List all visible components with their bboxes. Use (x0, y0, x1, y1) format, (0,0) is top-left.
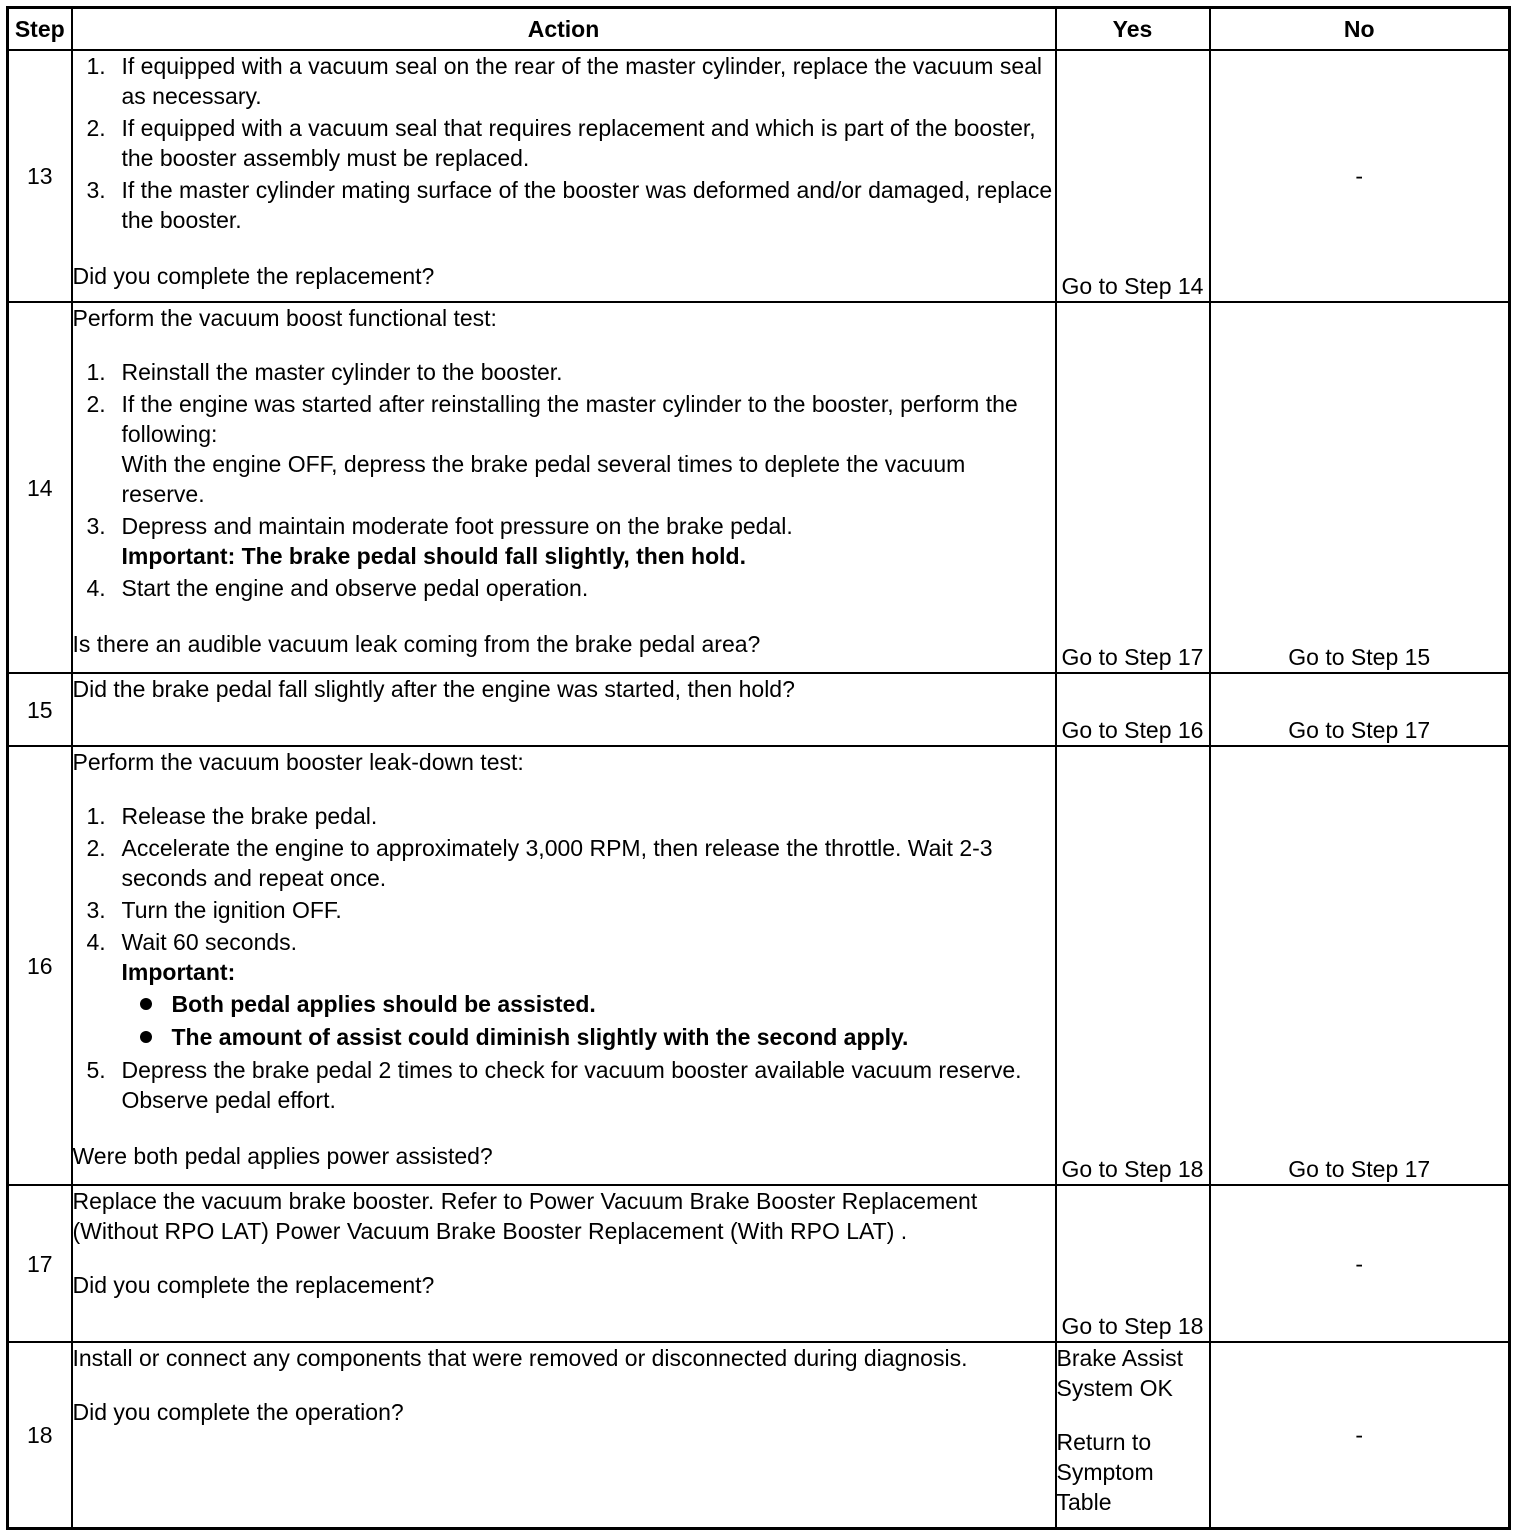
table-row (8, 673, 1510, 746)
action-cell (72, 302, 1056, 673)
yes-link[interactable]: Go to Step 14 (1061, 273, 1204, 299)
no-cell: - (1210, 1342, 1510, 1528)
question-text: Were both pedal applies power assisted? (72, 1143, 493, 1169)
action-cell (72, 746, 1056, 1185)
important-label: Important (121, 959, 228, 985)
list-item: 5. Depress the brake pedal 2 times to check for vacuum booster available vacuum reserve. Observe pedal effort. (86, 1057, 1022, 1113)
table-row (8, 1185, 1510, 1342)
bullet-list (122, 989, 1055, 1052)
table-row (8, 746, 1510, 1185)
yes-link[interactable]: Go to Step 18 (1061, 1156, 1204, 1182)
bullet-item: The amount of assist could diminish slightly with the second apply. (122, 1022, 1055, 1052)
header-row (8, 8, 1510, 51)
yes-link[interactable]: Go to Step 18 (1061, 1313, 1204, 1339)
diagnostic-table (6, 6, 1511, 1530)
numbered-list (73, 51, 1055, 235)
action-cell (72, 1342, 1056, 1528)
list-item: 2. If equipped with a vacuum seal that requires replacement and which is part of the booster, the booster assembly must be replaced. (86, 115, 1036, 171)
question-text: Did you complete the operation? (72, 1399, 404, 1425)
action-cell (72, 673, 1056, 746)
table-row (8, 1342, 1510, 1528)
yes-link[interactable]: Go to Step 17 (1061, 644, 1204, 670)
no-link[interactable]: Go to Step 17 (1288, 717, 1431, 743)
yes-result: Brake Assist System OK (1056, 1345, 1184, 1401)
yes-cell (1056, 673, 1210, 746)
important-label: Important (121, 543, 228, 569)
list-item: 3. Depress and maintain moderate foot pressure on the brake pedal. Important: The brake pedal should fall slightly, then hold. (86, 513, 793, 569)
action-cell (72, 1185, 1056, 1342)
table-row (8, 50, 1510, 302)
numbered-list (73, 801, 1055, 1115)
no-cell (1210, 673, 1510, 746)
header-action: Action (72, 8, 1056, 51)
list-item: 1. Release the brake pedal. (86, 803, 378, 829)
list-item: 4. Wait 60 seconds. Important: Both pedal applies should be assisted. The amount of assist could diminish slightly with the second apply. (73, 927, 1055, 1052)
bullet-item: Both pedal applies should be assisted. (122, 989, 1055, 1019)
no-cell (1210, 746, 1510, 1185)
list-item: 2. If the engine was started after reinstalling the master cylinder to the booster, perform the following: With the engine OFF, depress the brake pedal several times to deplete the vacuum reserve. (86, 391, 1018, 507)
table-row (8, 302, 1510, 673)
yes-cell (1056, 50, 1210, 302)
yes-cell (1056, 746, 1210, 1185)
list-item: 3. Turn the ignition OFF. (86, 897, 342, 923)
bullet-icon (140, 998, 152, 1010)
action-text: Install or connect any components that were removed or disconnected during diagnosis. (72, 1345, 968, 1371)
question-text: Did you complete the replacement? (72, 263, 435, 289)
no-link[interactable]: Go to Step 15 (1288, 644, 1431, 670)
list-item: 2. Accelerate the engine to approximately 3,000 RPM, then release the throttle. Wait 2-3 seconds and repeat once. (86, 835, 993, 891)
yes-cell (1056, 1342, 1210, 1528)
list-item: 4. Start the engine and observe pedal operation. (86, 575, 589, 601)
step-number: 17 (8, 1185, 72, 1342)
yes-cell (1056, 302, 1210, 673)
question-text: Did the brake pedal fall slightly after the engine was started, then hold? (72, 676, 795, 702)
no-cell: - (1210, 50, 1510, 302)
intro-text: Perform the vacuum boost functional test: (72, 305, 497, 331)
step-number: 13 (8, 50, 72, 302)
yes-link[interactable]: Go to Step 16 (1061, 717, 1204, 743)
action-cell (72, 50, 1056, 302)
list-item: 1. Reinstall the master cylinder to the booster. (86, 359, 563, 385)
step-number: 14 (8, 302, 72, 673)
bullet-icon (140, 1031, 152, 1043)
action-text: Replace the vacuum brake booster. Refer to Power Vacuum Brake Booster Replacement (Without RPO LAT) Power Vacuum Brake Booster Replacement (With RPO LAT) . (72, 1188, 978, 1244)
question-text: Is there an audible vacuum leak coming from the brake pedal area? (72, 631, 761, 657)
list-item: 1. If equipped with a vacuum seal on the rear of the master cylinder, replace the vacuum seal as necessary. (86, 53, 1043, 109)
yes-link[interactable]: Return to Symptom Table (1056, 1429, 1154, 1515)
no-cell: - (1210, 1185, 1510, 1342)
numbered-list (73, 357, 1055, 603)
question-text: Did you complete the replacement? (72, 1272, 435, 1298)
step-number: 18 (8, 1342, 72, 1528)
header-no: No (1210, 8, 1510, 51)
intro-text: Perform the vacuum booster leak-down test: (72, 749, 524, 775)
important-text: The brake pedal should fall slightly, then hold. (241, 543, 746, 569)
yes-cell (1056, 1185, 1210, 1342)
list-item: 3. If the master cylinder mating surface of the booster was deformed and/or damaged, replace the booster. (86, 177, 1053, 233)
step-number: 16 (8, 746, 72, 1185)
step-number: 15 (8, 673, 72, 746)
no-link[interactable]: Go to Step 17 (1288, 1156, 1431, 1182)
header-yes: Yes (1056, 8, 1210, 51)
header-step: Step (8, 8, 72, 51)
no-cell (1210, 302, 1510, 673)
